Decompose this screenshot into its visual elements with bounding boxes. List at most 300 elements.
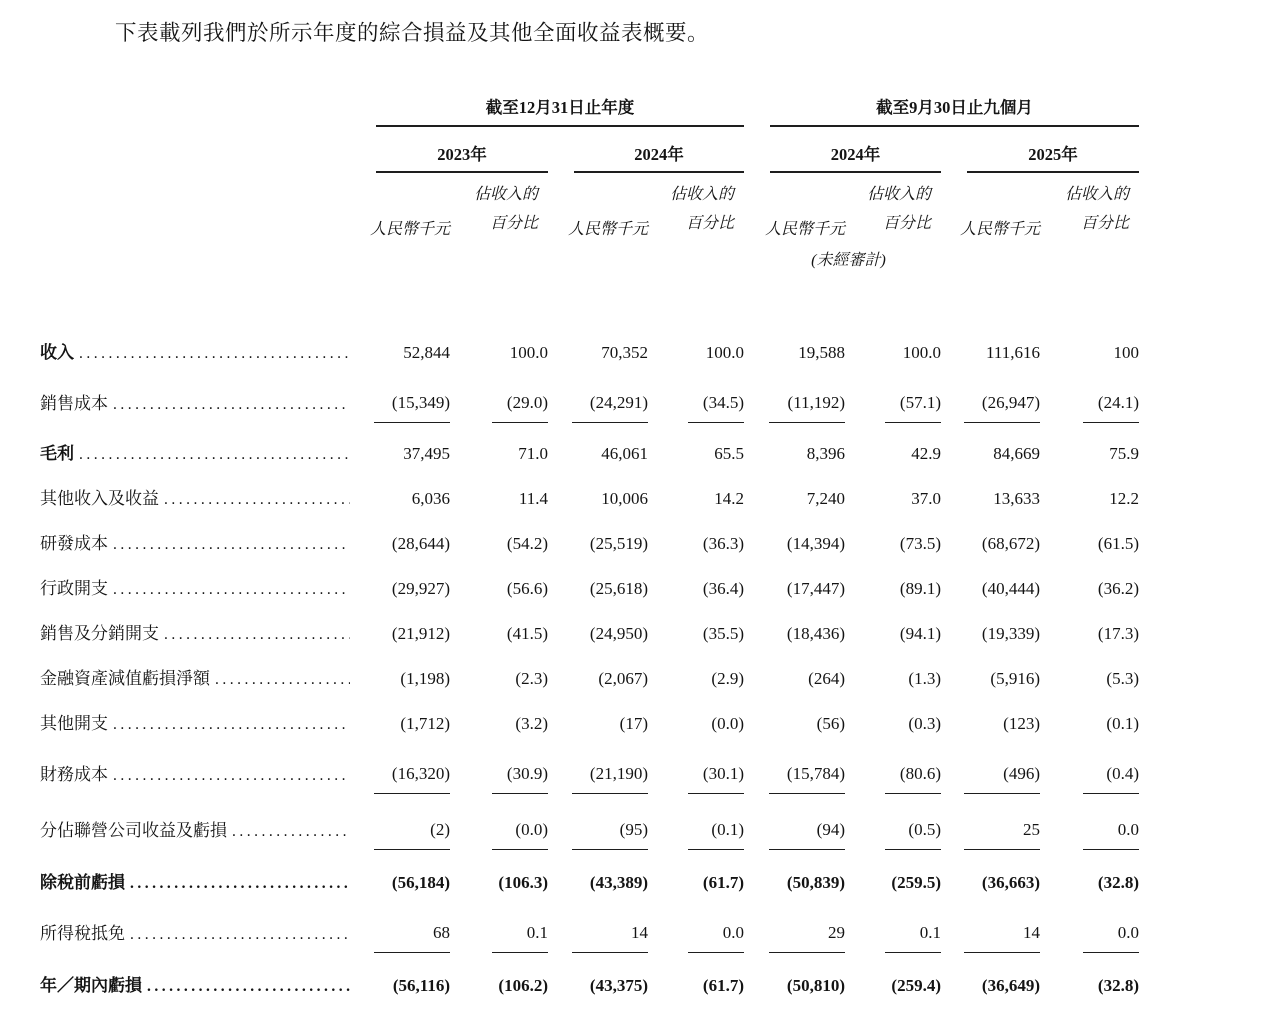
cell-2024-9m-percent: [845, 518, 941, 563]
row-label-cell: [40, 473, 350, 518]
row-label-cell: [40, 902, 350, 958]
cell-2024-percent: [648, 855, 744, 902]
empty-cell: [40, 239, 350, 279]
cell-2024-9m-percent: [845, 743, 941, 799]
cell-value: (36.2): [1097, 579, 1139, 598]
cell-value: 111,616: [986, 343, 1040, 362]
cell-value: 100.0: [705, 343, 744, 362]
cell-value: 7,240: [806, 489, 845, 508]
empty-cell: [350, 239, 744, 279]
dot-leader: [130, 926, 350, 944]
dot-leader: [232, 823, 350, 841]
cell-2025-9m-percent: [1040, 473, 1139, 518]
cell-2023-percent: [450, 428, 548, 473]
cell-2024-percent: [648, 518, 744, 563]
percent-unit-line1: 佔收入的: [866, 185, 931, 203]
cell-value: (1,198): [400, 669, 450, 688]
cell-value: 29: [769, 923, 845, 953]
cell-2023-amount: [350, 473, 450, 518]
cell-value: (17,447): [786, 579, 845, 598]
row-label: 財務成本: [40, 765, 108, 784]
cell-value: (56): [816, 714, 845, 733]
row-label: 收入: [40, 343, 74, 362]
cell-2023-amount: [350, 855, 450, 902]
percent-unit-line1: 佔收入的: [669, 185, 734, 203]
empty-cell: [941, 239, 1139, 279]
cell-value: 0.0: [1083, 923, 1139, 953]
cell-value: (56,116): [392, 976, 450, 995]
cell-value: (0.0): [492, 820, 548, 850]
cell-2023-amount: [350, 372, 450, 428]
cell-2024-9m-amount: [744, 608, 845, 653]
year-cell-2023: [350, 127, 548, 173]
cell-2023-percent: [450, 958, 548, 1005]
cell-2024-percent: [648, 372, 744, 428]
cell-2024-9m-amount: [744, 653, 845, 698]
cell-value: 11.4: [518, 489, 548, 508]
cell-2024-percent: [648, 902, 744, 958]
cell-value: (0.1): [688, 820, 744, 850]
cell-value: (24,291): [572, 393, 648, 423]
cell-2024-percent: [648, 608, 744, 653]
row-label-cell: [40, 855, 350, 902]
period-group-rule: [376, 94, 744, 127]
table-row: [40, 473, 1139, 518]
cell-2024-percent: [648, 698, 744, 743]
cell-value: (43,389): [589, 873, 648, 892]
cell-value: (40,444): [981, 579, 1040, 598]
cell-2024-amount: [548, 372, 648, 428]
cell-value: (29,927): [391, 579, 450, 598]
cell-value: (16,320): [374, 764, 450, 794]
cell-value: 10,006: [601, 489, 648, 508]
cell-value: 6,036: [411, 489, 450, 508]
cell-2024-amount: [548, 698, 648, 743]
cell-value: (61.7): [702, 873, 744, 892]
cell-2024-9m-percent: [845, 698, 941, 743]
cell-value: (0.3): [908, 714, 941, 733]
cell-2023-amount: [350, 563, 450, 608]
cell-value: (2.3): [515, 669, 548, 688]
year-label: 2024年: [634, 145, 684, 164]
cell-value: 13,633: [993, 489, 1040, 508]
row-label-cell: [40, 563, 350, 608]
cell-2024-amount: [548, 473, 648, 518]
table-row: [40, 428, 1139, 473]
cell-2023-amount: [350, 743, 450, 799]
row-label-cell: [40, 958, 350, 1005]
cell-value: (259.4): [891, 976, 941, 995]
row-label-cell: [40, 608, 350, 653]
cell-value: 75.9: [1109, 444, 1139, 463]
percent-unit-header: [845, 173, 941, 239]
percent-unit-header: [1040, 173, 1139, 239]
cell-value: (68,672): [981, 534, 1040, 553]
table-row: [40, 855, 1139, 902]
cell-2025-9m-amount: [941, 518, 1040, 563]
cell-2024-percent: [648, 653, 744, 698]
percent-unit-line2: 百分比: [489, 215, 538, 233]
cell-2024-9m-percent: [845, 608, 941, 653]
cell-value: (18,436): [786, 624, 845, 643]
row-label: 除稅前虧損: [40, 873, 125, 892]
cell-2024-amount: [548, 743, 648, 799]
amount-unit-label: 人民幣千元: [567, 221, 648, 238]
cell-2024-9m-percent: [845, 958, 941, 1005]
cell-2024-9m-amount: [744, 902, 845, 958]
row-label-cell: [40, 698, 350, 743]
cell-value: (1.3): [908, 669, 941, 688]
amount-unit-header: [744, 173, 845, 239]
cell-2025-9m-amount: [941, 698, 1040, 743]
cell-2025-9m-percent: [1040, 428, 1139, 473]
cell-2025-9m-percent: [1040, 902, 1139, 958]
cell-2023-percent: [450, 473, 548, 518]
table-row: [40, 902, 1139, 958]
table-row: [40, 958, 1139, 1005]
empty-cell: [40, 173, 350, 239]
cell-value: (2.9): [711, 669, 744, 688]
cell-2024-amount: [548, 608, 648, 653]
cell-value: (80.6): [885, 764, 941, 794]
cell-value: (106.3): [498, 873, 548, 892]
cell-2024-9m-amount: [744, 958, 845, 1005]
unaudited-row: [40, 239, 1139, 279]
financial-summary-table: [40, 93, 1139, 1005]
table-row: [40, 799, 1139, 855]
table-row: [40, 518, 1139, 563]
cell-2024-percent: [648, 958, 744, 1005]
year-rule: [967, 141, 1139, 173]
cell-2024-amount: [548, 958, 648, 1005]
cell-value: (11,192): [769, 393, 845, 423]
cell-value: (0.4): [1083, 764, 1139, 794]
table-row: [40, 653, 1139, 698]
table-row: [40, 372, 1139, 428]
cell-value: (17): [619, 714, 648, 733]
dot-leader: [130, 875, 350, 893]
cell-value: (21,912): [391, 624, 450, 643]
cell-2023-amount: [350, 428, 450, 473]
year-label: 2023年: [437, 145, 487, 164]
header-body-spacer: [40, 279, 1139, 327]
cell-2024-amount: [548, 327, 648, 372]
cell-value: (50,839): [786, 873, 845, 892]
year-cell-2025-9m: [941, 127, 1139, 173]
period-group-cell-fy: [350, 93, 744, 127]
cell-value: 25: [964, 820, 1040, 850]
amount-unit-header: [350, 173, 450, 239]
cell-2025-9m-amount: [941, 372, 1040, 428]
row-label: 金融資產減值虧損淨額: [40, 669, 210, 688]
cell-value: (3.2): [515, 714, 548, 733]
cell-value: (32.8): [1097, 873, 1139, 892]
row-label-cell: [40, 653, 350, 698]
cell-2024-9m-percent: [845, 473, 941, 518]
table-row: [40, 608, 1139, 653]
cell-value: 100: [1113, 343, 1139, 362]
row-label: 研發成本: [40, 534, 108, 553]
cell-2025-9m-amount: [941, 653, 1040, 698]
cell-value: (17.3): [1097, 624, 1139, 643]
cell-2023-percent: [450, 372, 548, 428]
cell-2025-9m-percent: [1040, 563, 1139, 608]
year-label: 2024年: [830, 145, 881, 164]
cell-2023-amount: [350, 799, 450, 855]
cell-2023-amount: [350, 327, 450, 372]
cell-value: (34.5): [688, 393, 744, 423]
cell-2025-9m-percent: [1040, 608, 1139, 653]
cell-2024-percent: [648, 327, 744, 372]
amount-unit-label: 人民幣千元: [959, 221, 1040, 238]
cell-value: 71.0: [518, 444, 548, 463]
cell-value: (56.6): [506, 579, 548, 598]
cell-value: (41.5): [506, 624, 548, 643]
cell-value: (94): [769, 820, 845, 850]
cell-value: (21,190): [572, 764, 648, 794]
cell-2023-percent: [450, 698, 548, 743]
cell-value: (56,184): [391, 873, 450, 892]
year-label: 2025年: [1028, 145, 1078, 164]
cell-2024-9m-amount: [744, 743, 845, 799]
cell-2024-9m-amount: [744, 799, 845, 855]
cell-2024-percent: [648, 473, 744, 518]
row-label-cell: [40, 518, 350, 563]
cell-2024-9m-percent: [845, 372, 941, 428]
dot-leader: [113, 767, 350, 785]
row-label-cell: [40, 327, 350, 372]
cell-2024-amount: [548, 518, 648, 563]
cell-2025-9m-amount: [941, 428, 1040, 473]
cell-2024-9m-percent: [845, 855, 941, 902]
table-row: [40, 698, 1139, 743]
cell-2024-9m-percent: [845, 653, 941, 698]
cell-2024-9m-amount: [744, 473, 845, 518]
percent-unit-line1: 佔收入的: [473, 185, 538, 203]
cell-value: 37,495: [403, 444, 450, 463]
cell-value: (24.1): [1083, 393, 1139, 423]
cell-value: (26,947): [964, 393, 1040, 423]
cell-value: (30.9): [492, 764, 548, 794]
cell-value: (94.1): [899, 624, 941, 643]
cell-2023-amount: [350, 902, 450, 958]
cell-2024-9m-amount: [744, 563, 845, 608]
unaudited-note: [744, 239, 941, 279]
cell-value: (35.5): [702, 624, 744, 643]
cell-2025-9m-amount: [941, 563, 1040, 608]
cell-2023-amount: [350, 958, 450, 1005]
intro-sentence: 下表載列我們於所示年度的綜合損益及其他全面收益表概要。: [115, 21, 710, 45]
cell-2024-9m-amount: [744, 855, 845, 902]
cell-2023-percent: [450, 563, 548, 608]
cell-value: (30.1): [688, 764, 744, 794]
cell-2025-9m-percent: [1040, 518, 1139, 563]
cell-value: 52,844: [403, 343, 450, 362]
cell-value: (1,712): [400, 714, 450, 733]
cell-2025-9m-amount: [941, 743, 1040, 799]
cell-value: 0.0: [688, 923, 744, 953]
cell-value: 68: [374, 923, 450, 953]
cell-2023-amount: [350, 608, 450, 653]
amount-unit-header: [941, 173, 1040, 239]
cell-value: (54.2): [506, 534, 548, 553]
cell-2025-9m-amount: [941, 327, 1040, 372]
cell-value: (0.0): [711, 714, 744, 733]
cell-value: (73.5): [899, 534, 941, 553]
dot-leader: [164, 626, 350, 644]
table-body: [40, 327, 1139, 1005]
cell-2023-percent: [450, 799, 548, 855]
dot-leader: [79, 446, 350, 464]
dot-leader: [113, 716, 350, 734]
percent-unit-header: [648, 173, 744, 239]
cell-2023-percent: [450, 518, 548, 563]
cell-2025-9m-amount: [941, 902, 1040, 958]
cell-value: (36,649): [981, 976, 1040, 995]
cell-2023-percent: [450, 327, 548, 372]
dot-leader: [147, 978, 350, 996]
document-page: [0, 16, 1271, 1032]
cell-value: (0.1): [1106, 714, 1139, 733]
cell-value: (25,519): [589, 534, 648, 553]
year-cell-2024-9m: [744, 127, 941, 173]
dot-leader: [164, 491, 350, 509]
cell-2024-9m-percent: [845, 799, 941, 855]
cell-value: 14: [964, 923, 1040, 953]
cell-2025-9m-percent: [1040, 372, 1139, 428]
table-row: [40, 327, 1139, 372]
cell-value: (28,644): [391, 534, 450, 553]
cell-value: 100.0: [509, 343, 548, 362]
cell-value: (2): [374, 820, 450, 850]
cell-2024-9m-percent: [845, 327, 941, 372]
unit-header-row: [40, 173, 1139, 239]
cell-value: 8,396: [806, 444, 845, 463]
cell-2024-percent: [648, 428, 744, 473]
period-group-row: [40, 93, 1139, 127]
cell-value: 0.0: [1083, 820, 1139, 850]
cell-2024-9m-amount: [744, 428, 845, 473]
empty-cell: [40, 93, 350, 127]
percent-unit-line2: 百分比: [685, 215, 734, 233]
empty-cell: [40, 127, 350, 173]
cell-2024-9m-percent: [845, 563, 941, 608]
cell-2025-9m-amount: [941, 473, 1040, 518]
row-label: 其他開支: [40, 714, 108, 733]
percent-unit-line1: 佔收入的: [1064, 185, 1129, 203]
percent-unit-header: [450, 173, 548, 239]
cell-2025-9m-percent: [1040, 698, 1139, 743]
cell-value: (36,663): [981, 873, 1040, 892]
row-label: 毛利: [40, 444, 74, 463]
year-rule: [376, 141, 548, 173]
row-label-cell: [40, 743, 350, 799]
cell-value: 14: [572, 923, 648, 953]
cell-2024-9m-percent: [845, 428, 941, 473]
cell-2023-percent: [450, 855, 548, 902]
cell-value: 46,061: [601, 444, 648, 463]
cell-2023-amount: [350, 518, 450, 563]
row-label-cell: [40, 372, 350, 428]
cell-2025-9m-percent: [1040, 958, 1139, 1005]
dot-leader: [113, 536, 350, 554]
cell-2023-percent: [450, 902, 548, 958]
cell-value: 84,669: [993, 444, 1040, 463]
row-label: 分佔聯營公司收益及虧損: [40, 821, 227, 840]
cell-2024-9m-amount: [744, 698, 845, 743]
percent-unit-line2: 百分比: [1080, 215, 1129, 233]
cell-value: (32.8): [1097, 976, 1139, 995]
row-label: 銷售及分銷開支: [40, 624, 159, 643]
cell-2025-9m-percent: [1040, 743, 1139, 799]
cell-value: 70,352: [601, 343, 648, 362]
cell-2024-amount: [548, 855, 648, 902]
cell-2024-9m-amount: [744, 372, 845, 428]
cell-2024-percent: [648, 799, 744, 855]
cell-value: (36.3): [702, 534, 744, 553]
row-label: 所得稅抵免: [40, 924, 125, 943]
cell-value: (496): [964, 764, 1040, 794]
amount-unit-header: [548, 173, 648, 239]
cell-2025-9m-percent: [1040, 799, 1139, 855]
cell-value: (123): [1003, 714, 1040, 733]
year-rule: [574, 141, 744, 173]
cell-2024-amount: [548, 902, 648, 958]
cell-value: (61.7): [702, 976, 744, 995]
cell-value: 0.1: [885, 923, 941, 953]
cell-2024-9m-percent: [845, 902, 941, 958]
cell-2024-amount: [548, 563, 648, 608]
cell-value: 12.2: [1109, 489, 1139, 508]
cell-value: (43,375): [589, 976, 648, 995]
row-label-cell: [40, 799, 350, 855]
row-label: 年／期內虧損: [40, 976, 142, 995]
cell-value: (14,394): [786, 534, 845, 553]
cell-value: (5,916): [990, 669, 1040, 688]
cell-2025-9m-amount: [941, 855, 1040, 902]
cell-value: (36.4): [702, 579, 744, 598]
cell-2024-percent: [648, 743, 744, 799]
year-rule: [770, 141, 941, 173]
dot-leader: [215, 671, 350, 689]
unaudited-label: (未經審計): [811, 252, 886, 269]
year-header-row: [40, 127, 1139, 173]
period-group-cell-9m: [744, 93, 1139, 127]
cell-value: (89.1): [899, 579, 941, 598]
cell-value: 19,588: [798, 343, 845, 362]
cell-2023-percent: [450, 608, 548, 653]
cell-2024-amount: [548, 428, 648, 473]
table-row: [40, 563, 1139, 608]
cell-2024-percent: [648, 563, 744, 608]
cell-value: (264): [808, 669, 845, 688]
period-group-label: 截至9月30日止九個月: [876, 98, 1033, 117]
percent-unit-line2: 百分比: [882, 215, 931, 233]
period-group-label: 截至12月31日止年度: [485, 98, 635, 117]
amount-unit-label: 人民幣千元: [764, 221, 845, 238]
row-label: 行政開支: [40, 579, 108, 598]
amount-unit-label: 人民幣千元: [369, 221, 450, 238]
cell-value: 0.1: [492, 923, 548, 953]
cell-value: 14.2: [714, 489, 744, 508]
cell-value: 42.9: [911, 444, 941, 463]
cell-2024-amount: [548, 653, 648, 698]
row-label: 銷售成本: [40, 394, 108, 413]
cell-value: (24,950): [589, 624, 648, 643]
cell-value: (15,784): [769, 764, 845, 794]
dot-leader: [79, 345, 350, 363]
cell-value: (259.5): [891, 873, 941, 892]
